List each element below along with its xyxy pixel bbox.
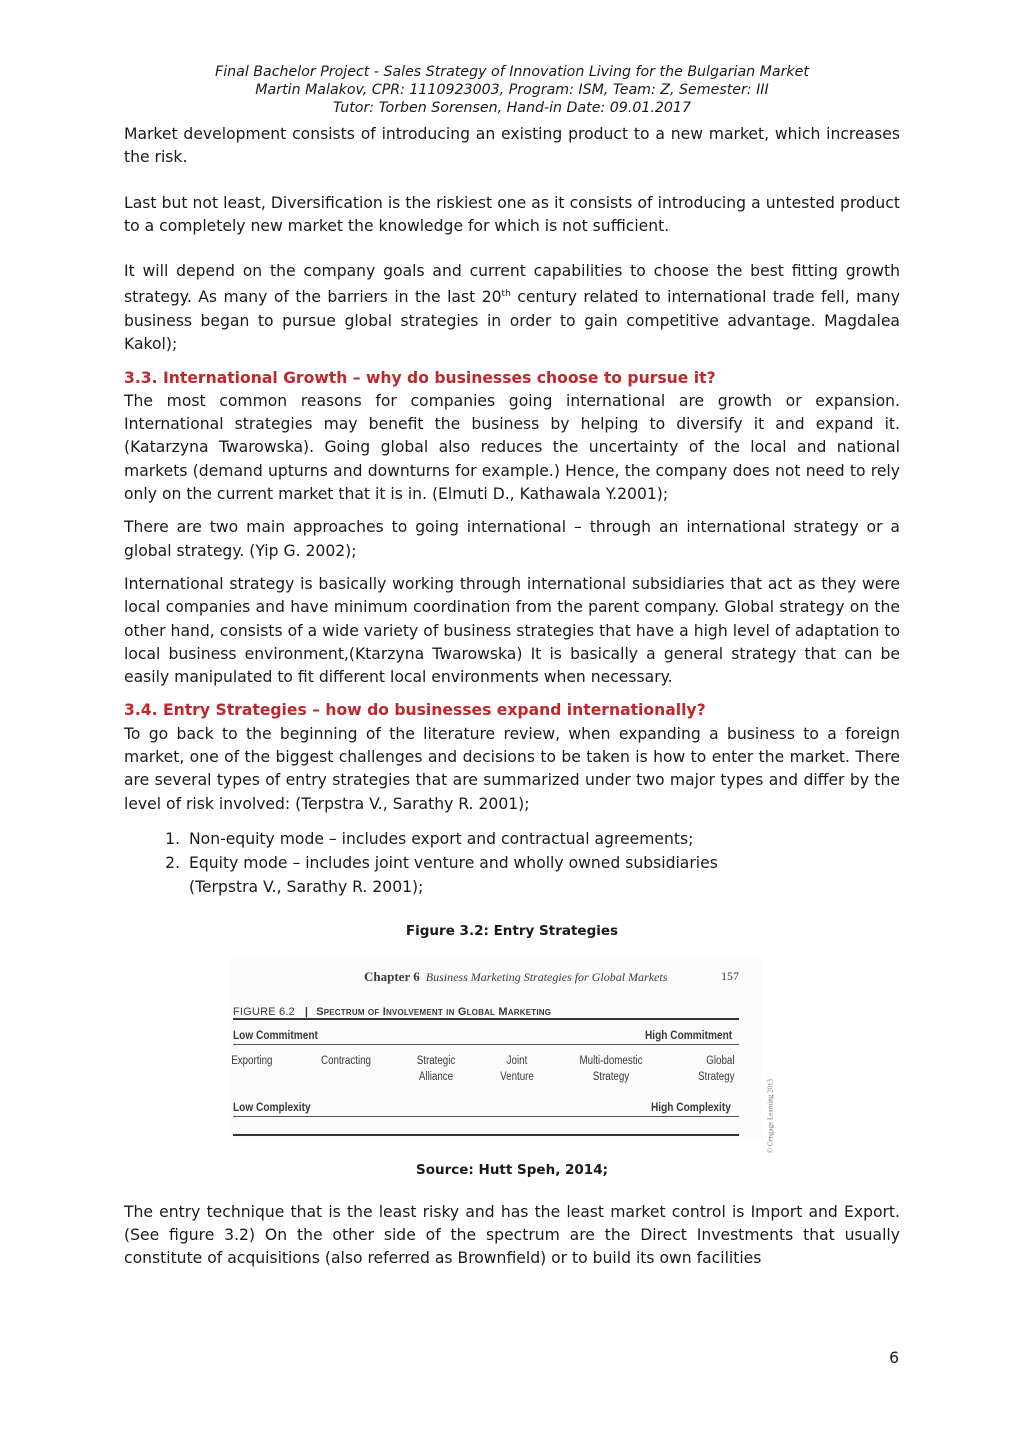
figure-divider [233,1134,739,1136]
spectrum-item-line: Contracting [321,1055,371,1068]
high-commitment-label: High Commitment [645,1030,733,1043]
page-content [124,123,900,1270]
paragraph-entry-strategies: To go back to the beginning of the literature review, when expanding a business to a foreign market, one of the biggest challenges and decisions to be taken is how to enter the market. There are several types of entry strategies that are summarized under two major types and differ by the level of risk involved: (Terpstra V., Sarathy R. 2001); [124,724,900,813]
figure-label-separator: | [304,1006,309,1019]
spectrum-item-joint-venture [492,1053,543,1085]
spectrum-item-strategic-alliance [406,1053,466,1085]
header-line-1: Final Bachelor Project - Sales Strategy of Innovation Living for the Bulgarian Market [215,64,809,80]
spectrum-item-line: Strategy [698,1071,735,1084]
section-heading-3-4: 3.4. Entry Strategies – how do businesses expand internationally? [124,701,706,720]
figure-label: FIGURE 6.2 [233,1006,295,1019]
figure-book-page: 157 [721,969,739,984]
spectrum-item-global-strategy [684,1053,735,1085]
paragraph-growth-strategy-part1: It will depend on the company goals and current capabilities to choose the best fitting growth strategy. As many of the barriers in the last 20 [124,262,900,307]
figure-copyright-credit: © Cengage Learning 2013 [766,1079,774,1154]
paragraph-market-development: Market development consists of introducing an existing product to a new market, which increases the risk. [124,125,900,167]
figure-source: Source: Hutt Speh, 2014; [416,1162,608,1179]
paragraph-entry-technique: The entry technique that is the least risky and has the least market control is Import and Export. (See figure 3.2) On the other side of the spectrum are the Direct Investments that usually constitute of acquisitions (also referred as Brownfield) or to build its own facilities [124,1202,900,1268]
spectrum-item-line: Joint [506,1055,528,1068]
figure-caption: Figure 3.2: Entry Strategies [405,922,619,939]
page-number: 6 [889,1349,899,1367]
spectrum-item-line: Strategic [416,1055,456,1068]
spectrum-item-line: Alliance [418,1071,454,1084]
list-item-text: Equity mode – includes joint venture and wholly owned subsidiaries [189,853,718,872]
spectrum-item-contracting [316,1053,376,1069]
figure-chapter-heading [364,965,667,989]
spectrum-item-line: Venture [500,1071,534,1084]
figure-divider [233,1018,739,1020]
figure-chapter-number: Chapter 6 [364,969,420,985]
header-line-2: Martin Malakov, CPR: 1110923003, Program: ISM, Team: Z, Semester: III [255,82,769,98]
figure-label-row [233,1001,551,1024]
figure-image [231,959,774,1154]
list-item-text: Non-equity mode – includes export and contractual agreements; [189,829,694,848]
spectrum-item-line: Multi-domestic [579,1055,643,1068]
paragraph-two-approaches: There are two main approaches to going international – through an international strategy or a global strategy. (Yip G. 2002); [124,518,900,560]
figure-divider [233,1116,739,1117]
spectrum-item-line: Global [706,1055,735,1068]
paragraph-growth-strategy [124,260,900,356]
list-item [185,851,900,899]
paragraph-growth-strategy-part2: century related to international trade fell, many business began to pursue global strategies in order to gain competitive advantage. Magdalea Kakol); [124,288,900,354]
header-line-3: Tutor: Torben Sorensen, Hand-in Date: 09.01.2017 [333,100,691,116]
paragraph-diversification: Last but not least, Diversification is the riskiest one as it consists of introducing a untested product to a completely new market the knowledge for which is not sufficient. [124,193,900,235]
superscript-th: th [501,289,511,300]
spectrum-item-line: Strategy [592,1071,630,1084]
list-item-citation: (Terpstra V., Sarathy R. 2001); [189,877,424,896]
figure-chapter-title: Business Marketing Strategies for Global Markets [425,970,668,985]
figure-divider [233,1044,739,1045]
high-complexity-label: High Complexity [651,1102,731,1115]
figure-title: Spectrum of Involvement in Global Marketing [316,1006,552,1019]
spectrum-item-exporting [231,1053,279,1069]
low-commitment-label: Low Commitment [233,1030,318,1043]
paragraph-international-reasons: The most common reasons for companies going international are growth or expansion. International strategies may benefit the business by helping to diversify it and expand it. (Katarzyna Twarowska). Going global also reduces the uncertainty of the local and national markets (demand upturns and downturns for example.) Hence, the company does not need to rely only on the current market that it is in. (Elmuti D., Kathawala Y.2001); [124,391,900,504]
running-header [0,63,1024,117]
entry-mode-list [124,827,900,899]
low-complexity-label: Low Complexity [233,1102,311,1115]
paragraph-international-strategy: International strategy is basically working through international subsidiaries that act as they were local companies and have minimum coordination from the parent company. Global strategy on the other hand, consists of a wide variety of business strategies that have a high level of adaptation to local business environment,(Ktarzyna Twarowska) It is basically a general strategy that can be easily manipulated to fit different local environments when necessary. [124,574,900,687]
spectrum-item-line: Exporting [231,1055,273,1068]
spectrum-item-multi-domestic [570,1053,652,1085]
list-item [185,827,900,851]
section-heading-3-3: 3.3. International Growth – why do businesses choose to pursue it? [124,368,716,387]
